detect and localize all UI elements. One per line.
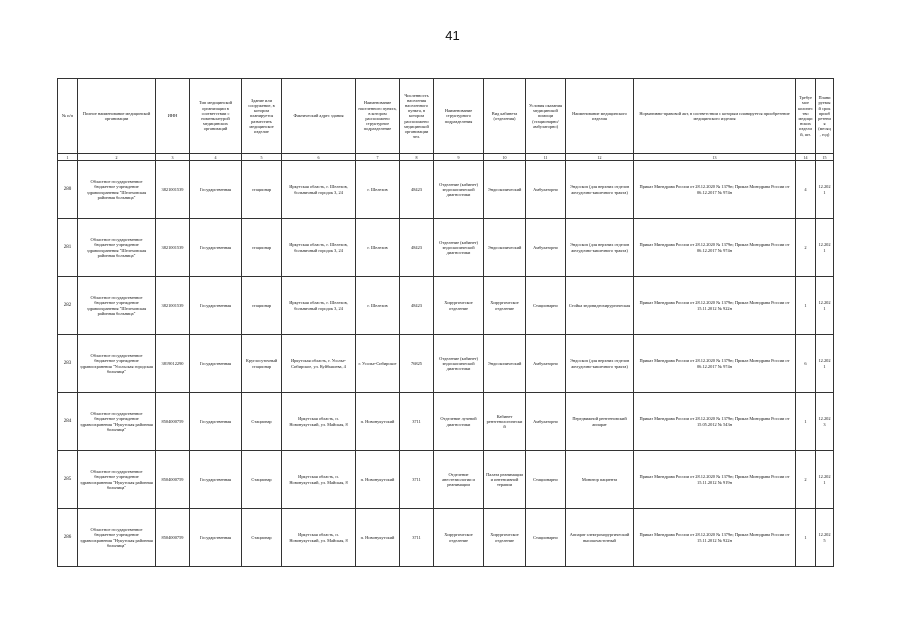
org-type: Государственная — [190, 277, 242, 335]
building: Круглосуточный стационар — [242, 335, 282, 393]
quantity: 6 — [796, 335, 816, 393]
column-number: 14 — [796, 154, 816, 161]
quantity: 1 — [796, 509, 816, 567]
unit: Отделение (кабинет) эндоскопической диагностики — [434, 161, 484, 219]
column-header: № п/п — [58, 79, 78, 154]
planned-date: 12.2021 — [816, 277, 834, 335]
org-name: Областное государственное бюджетное учреждение здравоохранения "Нукутская районная больница" — [78, 393, 156, 451]
room-type: Хирургическое отделение — [484, 277, 526, 335]
address: Иркутская область, г. Усолье-Сибирское, ул. Куйбышева, 4 — [282, 335, 356, 393]
row-number: 280 — [58, 161, 78, 219]
quantity: 2 — [796, 219, 816, 277]
column-number: 15 — [816, 154, 834, 161]
inn: 8504000759 — [156, 393, 190, 451]
device-name: Аппарат электрохирургический высокочастотный — [566, 509, 634, 567]
column-header: Нормативно-правовой акт, в соответствии с которым планируется приобретение медицинского изделия — [634, 79, 796, 154]
table-body — [58, 161, 834, 567]
column-header: ИНН — [156, 79, 190, 154]
table-row — [58, 219, 834, 277]
org-type: Государственная — [190, 219, 242, 277]
org-name: Областное государственное бюджетное учреждение здравоохранения "Усольская городская больница" — [78, 335, 156, 393]
org-type: Государственная — [190, 161, 242, 219]
locality: п. Новонукутский — [356, 393, 400, 451]
unit: Хирургическое отделение — [434, 509, 484, 567]
header-number-row — [58, 154, 834, 161]
table-row — [58, 393, 834, 451]
inn: 8504000759 — [156, 451, 190, 509]
unit: Отделение (кабинет) эндоскопической диагностики — [434, 335, 484, 393]
room-type: Эндоскопический — [484, 161, 526, 219]
legal-act: Приказ Минздрава России от 28.12.2020 № 1379н; Приказ Минздрава России от 15.05.2012 № 543н — [634, 393, 796, 451]
column-number: 13 — [634, 154, 796, 161]
planned-date: 12.2021 — [816, 161, 834, 219]
population: 3711 — [400, 393, 434, 451]
planned-date: 12.2021 — [816, 219, 834, 277]
header-row — [58, 79, 834, 154]
column-header: Наименование населенного пункта, в котором расположено структурное подразделение — [356, 79, 400, 154]
population: 3711 — [400, 451, 434, 509]
registry-table — [57, 78, 834, 567]
quantity: 1 — [796, 277, 816, 335]
row-number: 284 — [58, 393, 78, 451]
conditions: Амбулаторно — [526, 219, 566, 277]
column-number: 11 — [526, 154, 566, 161]
planned-date: 12.2025 — [816, 509, 834, 567]
column-header: Здание или сооружение, в котором планируется разместить медицинское изделие — [242, 79, 282, 154]
table-row — [58, 277, 834, 335]
conditions: Стационарно — [526, 509, 566, 567]
quantity: 4 — [796, 161, 816, 219]
column-header: Вид кабинета (отделения) — [484, 79, 526, 154]
column-header: Наименование медицинского изделия — [566, 79, 634, 154]
device-name: Монитор пациента — [566, 451, 634, 509]
locality: п. Новонукутский — [356, 509, 400, 567]
org-type: Государственная — [190, 335, 242, 393]
building: стационар — [242, 219, 282, 277]
table-row — [58, 509, 834, 567]
org-name: Областное государственное бюджетное учреждение здравоохранения "Нукутская районная больница" — [78, 451, 156, 509]
building: стационар — [242, 277, 282, 335]
inn: 3821001539 — [156, 161, 190, 219]
column-number: 3 — [156, 154, 190, 161]
address: Иркутская область, г. Шелехов, больничный городок 3, 24 — [282, 161, 356, 219]
legal-act: Приказ Минздрава России от 28.12.2020 № 1379н; Приказ Минздрава России от 15.11.2012 № 919н — [634, 451, 796, 509]
inn: 8504000759 — [156, 509, 190, 567]
legal-act: Приказ Минздрава России от 28.12.2020 № 1379н; Приказ Минздрава России от 06.12.2017 № 974н — [634, 219, 796, 277]
population: 48423 — [400, 219, 434, 277]
org-name: Областное государственное бюджетное учреждение здравоохранения "Шелеховская районная больница" — [78, 219, 156, 277]
org-name: Областное государственное бюджетное учреждение здравоохранения "Нукутская районная больница" — [78, 509, 156, 567]
planned-date: 12.2023 — [816, 393, 834, 451]
device-name: Стойка эндовидеохирургическая — [566, 277, 634, 335]
locality: г. Шелехов — [356, 277, 400, 335]
column-number: 2 — [78, 154, 156, 161]
org-type: Государственная — [190, 509, 242, 567]
population: 48423 — [400, 161, 434, 219]
conditions: Амбулаторно — [526, 335, 566, 393]
legal-act: Приказ Минздрава России от 28.12.2020 № 1379н; Приказ Минздрава России от 06.12.2017 № 974н — [634, 161, 796, 219]
org-name: Областное государственное бюджетное учреждение здравоохранения "Шелеховская районная больница" — [78, 161, 156, 219]
address: Иркутская область, г. Шелехов, больничный городок 3, 24 — [282, 277, 356, 335]
conditions: Амбулаторно — [526, 161, 566, 219]
room-type: Эндоскопический — [484, 335, 526, 393]
column-header: Условия оказания медицинской помощи (стационарно/ амбулаторно) — [526, 79, 566, 154]
table-row — [58, 161, 834, 219]
device-name: Передвижной рентгеновский аппарат — [566, 393, 634, 451]
unit: Отделение анестезиологии и реанимации — [434, 451, 484, 509]
page-number: 41 — [445, 28, 460, 43]
locality: г. Шелехов — [356, 219, 400, 277]
planned-date: 12.2021 — [816, 335, 834, 393]
inn: 3819012290 — [156, 335, 190, 393]
column-header: Тип медицинской организации в соответствии с номенклатурой медицинских организаций — [190, 79, 242, 154]
column-number: 6 — [282, 154, 356, 161]
org-name: Областное государственное бюджетное учреждение здравоохранения "Шелеховская районная больница" — [78, 277, 156, 335]
table-row — [58, 451, 834, 509]
building: Стационар — [242, 393, 282, 451]
column-number: 10 — [484, 154, 526, 161]
unit: Отделение лучевой диагностики — [434, 393, 484, 451]
inn: 3821001539 — [156, 277, 190, 335]
conditions: Стационарно — [526, 451, 566, 509]
device-name: Эндоскоп (для верхних отделов желудочно-кишечного тракта) — [566, 219, 634, 277]
conditions: Амбулаторно — [526, 393, 566, 451]
legal-act: Приказ Минздрава России от 28.12.2020 № 1379н; Приказ Минздрава России от 15.11.2012 № 922н — [634, 277, 796, 335]
table-row — [58, 335, 834, 393]
building: стационар — [242, 161, 282, 219]
column-number: 12 — [566, 154, 634, 161]
device-name: Эндоскоп (для верхних отделов желудочно-кишечного тракта) — [566, 335, 634, 393]
quantity: 2 — [796, 451, 816, 509]
locality: г. Усолье-Сибирское — [356, 335, 400, 393]
locality: п. Новонукутский — [356, 451, 400, 509]
org-type: Государственная — [190, 451, 242, 509]
legal-act: Приказ Минздрава России от 28.12.2020 № 1379н; Приказ Минздрава России от 15.11.2012 № 922н — [634, 509, 796, 567]
planned-date: 12.2021 — [816, 451, 834, 509]
org-type: Государственная — [190, 393, 242, 451]
room-type: Кабинет рентгенологический — [484, 393, 526, 451]
conditions: Стационарно — [526, 277, 566, 335]
legal-act: Приказ Минздрава России от 28.12.2020 № 1379н; Приказ Минздрава России от 06.12.2017 № 974н — [634, 335, 796, 393]
population: 76825 — [400, 335, 434, 393]
building: Стационар — [242, 509, 282, 567]
building: Стационар — [242, 451, 282, 509]
room-type: Хирургическое отделение — [484, 509, 526, 567]
column-header: Полное наименование медицинской организации — [78, 79, 156, 154]
unit: Хирургическое отделение — [434, 277, 484, 335]
column-number: 5 — [242, 154, 282, 161]
column-number: 8 — [400, 154, 434, 161]
column-number: 1 — [58, 154, 78, 161]
row-number: 285 — [58, 451, 78, 509]
room-type: Палата реанимации и интенсивной терапии — [484, 451, 526, 509]
column-number: 9 — [434, 154, 484, 161]
unit: Отделение (кабинет) эндоскопической диагностики — [434, 219, 484, 277]
inn: 3821001539 — [156, 219, 190, 277]
column-header: Численность населения населенного пункта, в котором расположено медицинской организации чел. — [400, 79, 434, 154]
population: 3711 — [400, 509, 434, 567]
row-number: 286 — [58, 509, 78, 567]
column-header: Фактический адрес здания — [282, 79, 356, 154]
device-name: Эндоскоп (для верхних отделов желудочно-кишечного тракта) — [566, 161, 634, 219]
address: Иркутская область, г. Шелехов, больничный городок 3, 24 — [282, 219, 356, 277]
room-type: Эндоскопический — [484, 219, 526, 277]
address: Иркутская область, п. Новонукутский, ул. Майская, 8 — [282, 451, 356, 509]
population: 48423 — [400, 277, 434, 335]
column-number: 4 — [190, 154, 242, 161]
address: Иркутская область, п. Новонукутский, ул. Майская, 8 — [282, 393, 356, 451]
column-header: Наименование структурного подразделения — [434, 79, 484, 154]
locality: г. Шелехов — [356, 161, 400, 219]
row-number: 283 — [58, 335, 78, 393]
address: Иркутская область, п. Новонукутский, ул. Майская, 8 — [282, 509, 356, 567]
column-number: 7 — [356, 154, 400, 161]
quantity: 1 — [796, 393, 816, 451]
column-header: Требуемое количество медицинских изделий, шт. — [796, 79, 816, 154]
row-number: 281 — [58, 219, 78, 277]
row-number: 282 — [58, 277, 78, 335]
column-header: Планируемый срок приобретения (месяц, год) — [816, 79, 834, 154]
